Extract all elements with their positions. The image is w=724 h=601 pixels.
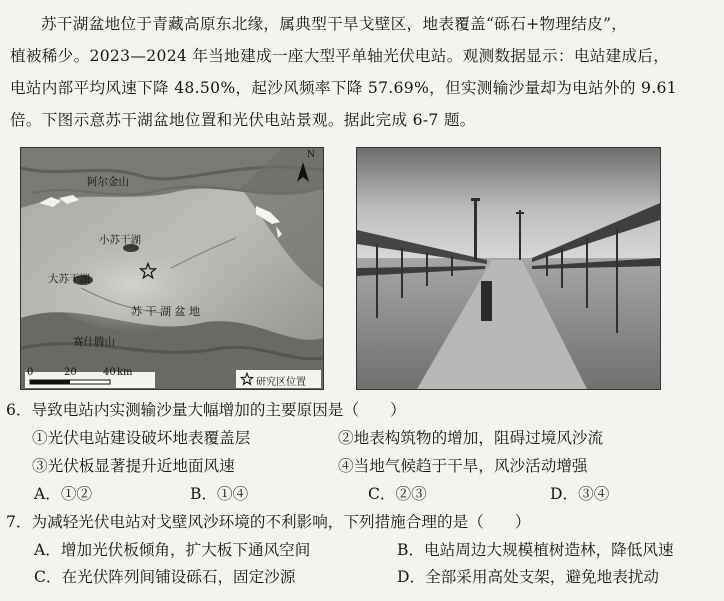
intro-line: 植被稀少。2023—2024 年当地建成一座大型平单轴光伏电站。观测数据显示：电站建成后， <box>10 47 670 65</box>
scale-tick-40: 40 <box>103 367 116 378</box>
question-6-option-b[interactable]: B．①④ <box>190 485 249 503</box>
pv-station-image <box>357 148 660 389</box>
question-6-stem: 6．导致电站内实测输沙量大幅增加的主要原因是（ ） <box>6 401 406 419</box>
study-area-star-icon <box>139 262 157 280</box>
question-7-option-b[interactable]: B．电站周边大规模植树造林，降低风速 <box>397 541 674 559</box>
question-6-option-c[interactable]: C．②③ <box>368 485 427 503</box>
legend-star-icon <box>240 372 254 386</box>
question-6-statement-3: ③光伏板显著提升近地面风速 <box>32 457 235 475</box>
scale-tick-0: 0 <box>27 367 34 378</box>
legend-label: 研究区位置 <box>256 377 306 388</box>
mountain-label-altun: 阿尔金山 <box>87 176 129 188</box>
intro-line: 苏干湖盆地位于青藏高原东北缘，属典型干旱戈壁区，地表覆盖“砾石+物理结皮”， <box>41 15 628 33</box>
intro-line: 电站内部平均风速下降 48.50%，起沙风频率下降 57.69%，但实测输沙量却为电站外的 9.61 <box>10 79 677 97</box>
question-7-option-d[interactable]: D．全部采用高处支架，避免地表扰动 <box>397 568 660 586</box>
scale-bar <box>29 378 111 386</box>
mountain-label-saishiteng: 赛什腾山 <box>73 336 115 348</box>
question-7-option-c[interactable]: C．在光伏阵列间铺设砾石，固定沙源 <box>34 568 296 586</box>
intro-line: 倍。下图示意苏干湖盆地位置和光伏电站景观。据此完成 6-7 题。 <box>10 111 476 129</box>
question-7-stem: 7．为减轻光伏电站对戈壁风沙环境的不利影响，下列措施合理的是（ ） <box>6 513 531 531</box>
question-6-statement-1: ①光伏电站建设破坏地表覆盖层 <box>32 429 251 447</box>
intro-paragraph <box>10 8 716 136</box>
question-6-option-d[interactable]: D．③④ <box>550 485 610 503</box>
question-7-option-a[interactable]: A．增加光伏板倾角，扩大板下通风空间 <box>34 541 311 559</box>
lake-label-big: 大苏干湖 <box>48 273 90 285</box>
scale-unit: km <box>117 367 133 378</box>
pv-station-photo <box>356 147 661 390</box>
question-6-statement-4: ④当地气候趋于干旱，风沙活动增强 <box>338 457 588 475</box>
map-terrain-image <box>21 148 323 389</box>
scale-tick-20: 20 <box>64 367 77 378</box>
question-6-statement-2: ②地表构筑物的增加，阻碍过境风沙流 <box>338 429 604 447</box>
question-6-option-a[interactable]: A．①② <box>34 485 93 503</box>
basin-label: 苏 干 湖 盆 地 <box>131 305 200 318</box>
location-map <box>20 147 324 390</box>
north-label: N <box>307 150 315 160</box>
lake-label-small: 小苏干湖 <box>99 234 141 246</box>
